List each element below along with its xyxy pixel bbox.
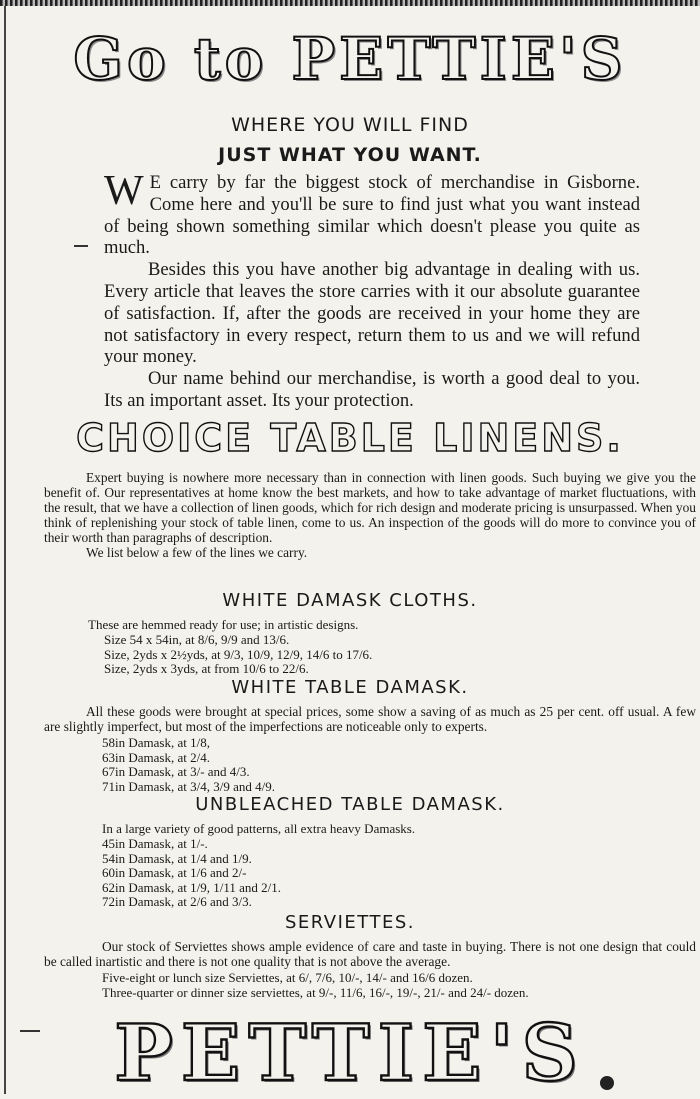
ornament-dot xyxy=(600,1076,614,1090)
intro-paragraph-1: E carry by far the biggest stock of merchandise in Gisborne. Come here and you'll be sure to find just what you want instead of being shown something similar which doesn't please you quite as much. xyxy=(104,172,640,259)
list-item: Size, 2yds x 2½yds, at 9/3, 10/9, 12/9, 14/6 to 17/6. xyxy=(104,646,373,662)
list-item: 67in Damask, at 3/- and 4/3. xyxy=(102,764,250,780)
intro-paragraph-2: Besides this you have another big advantage in dealing with us. Every article that leaves the store carries with it our absolute guarantee of satisfaction. If, after the goods are received in your home they are not satisfactory in every respect, return them to us and we will refund your money. xyxy=(104,259,640,368)
table-damask-intro: All these goods were brought at special prices, some show a saving of as much as 25 per cent. off usual. A few are slightly imperfect, but most of the imperfections are noticeable only to experts. xyxy=(44,704,696,734)
unbleached-list xyxy=(102,837,662,910)
footer-store-name: PETTIE'S xyxy=(114,1008,586,1099)
table-damask-title: WHITE TABLE DAMASK. xyxy=(231,677,469,698)
linens-title: CHOICE TABLE LINENS. xyxy=(76,416,624,460)
list-item: 71in Damask, at 3/4, 3/9 and 4/9. xyxy=(102,778,275,794)
linens-list-lead: We list below a few of the lines we carry. xyxy=(86,545,308,560)
serviettes-title: SERVIETTES. xyxy=(284,912,415,933)
unbleached-intro: In a large variety of good patterns, all extra heavy Damasks. xyxy=(102,821,416,836)
list-item: Three-quarter or dinner size serviettes, at 9/-, 11/6, 16/-, 19/-, 21/- and 24/- dozen. xyxy=(102,984,529,1000)
list-item: 58in Damask, at 1/8, xyxy=(102,735,210,750)
list-item: 72in Damask, at 2/6 and 3/3. xyxy=(102,894,252,910)
intro-paragraph-3: Our name behind our merchandise, is worth a good deal to you. Its an important asset. Its your protection. xyxy=(104,368,640,411)
list-item: 60in Damask, at 1/6 and 2/- xyxy=(102,865,247,881)
serviettes-intro: Our stock of Serviettes shows ample evidence of care and taste in buying. There is not one design that could be called inartistic and there is not one quality that is not above the average. xyxy=(44,939,696,969)
damask-cloths-list xyxy=(104,633,684,677)
subheading-what: JUST WHAT YOU WANT. xyxy=(218,144,482,166)
serviettes-copy xyxy=(44,939,696,969)
list-item: 62in Damask, at 1/9, 1/11 and 2/1. xyxy=(102,879,281,895)
list-item: Size, 2yds x 3yds, at from 10/6 to 22/6. xyxy=(104,661,309,677)
list-item: 45in Damask, at 1/-. xyxy=(102,836,208,851)
drop-cap: W xyxy=(104,168,144,214)
linens-paragraph: Expert buying is nowhere more necessary than in connection with linen goods. Such buying we give you the benefit of. Our representatives at home know the best markets, and how to take advantage of market fluctuations, with the result, that we have a collection of linen goods, which for rich design and moderate pricing is unsurpassed. When you think of replenishing your stock of table linen, come to us. An inspection of the goods will do more to convince you of their worth than paragraphs of description. xyxy=(44,470,696,545)
table-damask-copy xyxy=(44,704,696,734)
serviettes-list xyxy=(102,971,692,1000)
damask-cloths-title: WHITE DAMASK CLOTHS. xyxy=(222,590,478,611)
list-item: Five-eight or lunch size Serviettes, at 6/, 7/6, 10/-, 14/- and 16/6 dozen. xyxy=(102,970,473,985)
margin-dash xyxy=(74,245,88,247)
list-item: 54in Damask, at 1/4 and 1/9. xyxy=(102,850,252,866)
list-item: 63in Damask, at 2/4. xyxy=(102,749,210,765)
subheading-where: WHERE YOU WILL FIND xyxy=(231,114,469,136)
damask-cloths-intro: These are hemmed ready for use; in artistic designs. xyxy=(88,617,359,632)
headline: Go to PETTIE'S xyxy=(73,25,627,93)
linens-copy xyxy=(44,470,696,560)
unbleached-title: UNBLEACHED TABLE DAMASK. xyxy=(195,794,505,815)
intro-copy xyxy=(104,168,640,412)
list-item: Size 54 x 54in, at 8/6, 9/9 and 13/6. xyxy=(104,632,290,647)
table-damask-list xyxy=(102,736,662,794)
